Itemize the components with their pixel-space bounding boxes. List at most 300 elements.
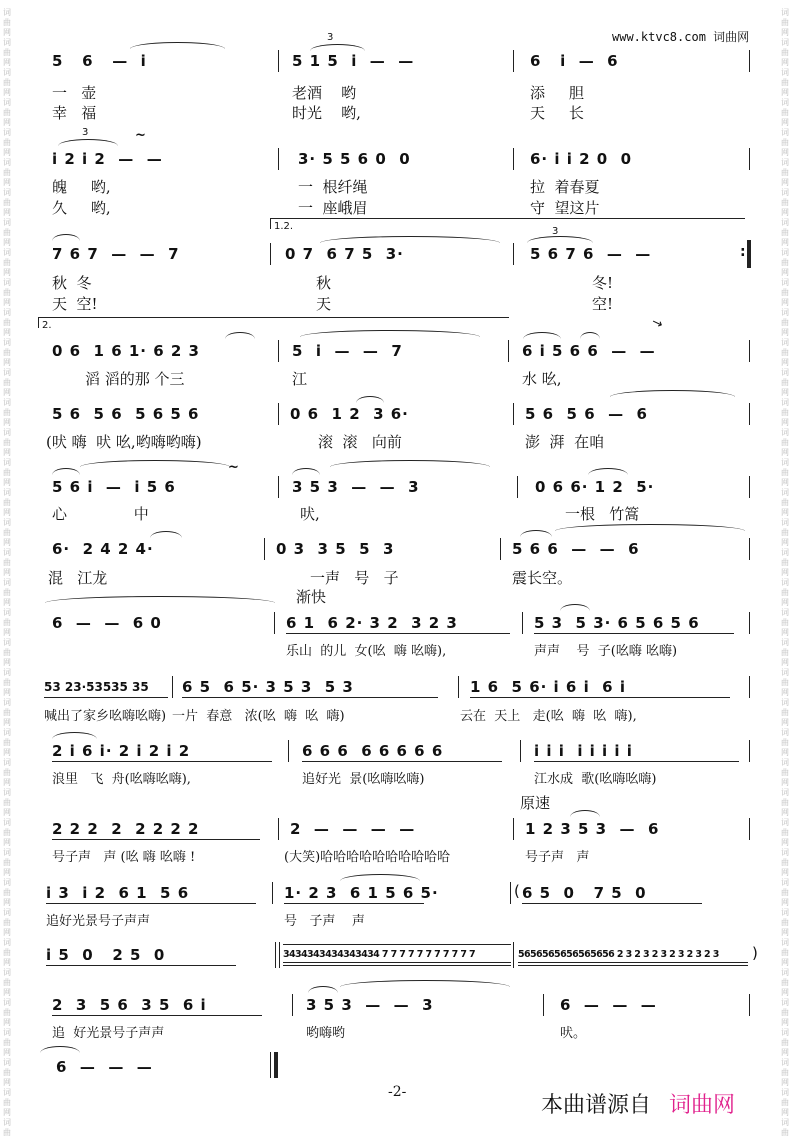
source-credit <box>541 1088 735 1119</box>
watermark-glyph: 网 <box>3 958 11 967</box>
notes-m1: 5 6 5 6 5 6 5 6 <box>52 405 200 423</box>
lyrics-verse1-m2: 秋 <box>316 274 332 292</box>
watermark-glyph: 词 <box>3 878 11 887</box>
watermark-glyph: 曲 <box>781 438 789 447</box>
notes-m2: 0 7 6 7 5 3· <box>285 245 404 263</box>
watermark-glyph: 曲 <box>3 978 11 987</box>
bar-line <box>272 882 273 904</box>
watermark-glyph: 曲 <box>781 288 789 297</box>
lyrics-verse2-m2: 时光 哟, <box>292 104 361 122</box>
bar-line <box>292 994 293 1016</box>
eighth-underline <box>283 962 511 963</box>
watermark-glyph: 网 <box>781 988 789 997</box>
watermark-glyph: 曲 <box>781 78 789 87</box>
watermark-glyph: 曲 <box>3 78 11 87</box>
watermark-glyph: 词 <box>3 98 11 107</box>
notes-m1: 53 23·53535 35 <box>44 680 149 694</box>
slur <box>520 530 552 537</box>
lyrics-verse1-m2: 一片 春意 浓(吆 嗨 吆 嗨) <box>172 709 345 724</box>
lyrics-verse1-m2: 江 <box>292 370 308 388</box>
watermark-glyph: 网 <box>781 688 789 697</box>
slur <box>80 460 230 467</box>
watermark-glyph: 曲 <box>3 408 11 417</box>
trill-mark: ~ <box>135 128 146 143</box>
watermark-glyph: 曲 <box>781 918 789 927</box>
watermark-glyph: 网 <box>781 838 789 847</box>
notes-m3: 1 6 5 6· i 6 i 6 i <box>470 678 626 696</box>
watermark-glyph: 曲 <box>781 1098 789 1107</box>
watermark-glyph: 网 <box>781 628 789 637</box>
bar-line <box>278 818 279 840</box>
watermark-glyph: 曲 <box>3 228 11 237</box>
watermark-glyph: 词 <box>781 398 789 407</box>
watermark-glyph: 词 <box>781 8 789 17</box>
slur <box>523 332 561 339</box>
watermark-glyph: 曲 <box>781 858 789 867</box>
watermark-glyph: 网 <box>781 118 789 127</box>
watermark-glyph: 词 <box>781 308 789 317</box>
watermark-glyph: 曲 <box>781 738 789 747</box>
watermark-glyph: 词 <box>3 488 11 497</box>
watermark-glyph: 词 <box>3 908 11 917</box>
watermark-glyph: 网 <box>3 358 11 367</box>
notes-m3: 5 3 5 3· 6 5 6 5 6 <box>534 614 700 632</box>
watermark-glyph: 曲 <box>781 768 789 777</box>
watermark-glyph: 曲 <box>781 948 789 957</box>
watermark-glyph: 网 <box>3 1108 11 1117</box>
bracket-mark: ) <box>752 944 758 962</box>
watermark-glyph: 曲 <box>3 138 11 147</box>
lyrics-verse1-m1: 滔 滔的那 个三 <box>85 370 185 388</box>
watermark-glyph: 词 <box>781 1088 789 1097</box>
watermark-glyph: 网 <box>3 478 11 487</box>
watermark-glyph: 网 <box>3 208 11 217</box>
watermark-glyph: 网 <box>3 838 11 847</box>
notes-m1: 7 6 7 — — 7 <box>52 245 180 263</box>
watermark-glyph: 曲 <box>781 978 789 987</box>
watermark-glyph: 词 <box>781 668 789 677</box>
lyrics-verse1-m2: 号 子声 声 <box>284 914 365 929</box>
watermark-glyph: 网 <box>3 178 11 187</box>
watermark-glyph: 词 <box>3 698 11 707</box>
bar-line <box>749 340 750 362</box>
notes-m2: 2 — — — — <box>290 820 416 838</box>
bar-line <box>749 818 750 840</box>
watermark-glyph: 网 <box>781 868 789 877</box>
lyrics-verse2-m2: 一 座峨眉 <box>298 199 368 217</box>
bar-line <box>513 942 514 968</box>
watermark-glyph: 网 <box>781 1018 789 1027</box>
eighth-underline <box>46 903 256 904</box>
notes-m2: 5 1 5 i — — <box>292 52 415 70</box>
slur <box>40 1046 80 1053</box>
watermark-glyph: 曲 <box>781 168 789 177</box>
watermark-glyph: 网 <box>3 808 11 817</box>
watermark-glyph: 曲 <box>3 858 11 867</box>
watermark-glyph: 词 <box>781 38 789 47</box>
watermark-glyph: 网 <box>781 898 789 907</box>
watermark-glyph: 词 <box>781 1028 789 1037</box>
slur <box>527 236 593 243</box>
eighth-underline <box>44 697 168 698</box>
watermark-glyph: 网 <box>3 718 11 727</box>
eighth-underline <box>46 965 236 966</box>
watermark-glyph: 词 <box>3 1088 11 1097</box>
watermark-glyph: 网 <box>3 388 11 397</box>
watermark-glyph: 曲 <box>3 558 11 567</box>
tempo-accelerando: 渐快 <box>296 588 327 606</box>
lyrics-verse1-m3: 添 胆 <box>530 84 584 102</box>
slur <box>560 604 590 611</box>
slur <box>570 810 600 817</box>
source-text: 本曲谱源自 <box>541 1093 652 1118</box>
watermark-glyph: 曲 <box>781 528 789 537</box>
watermark-glyph: 网 <box>781 538 789 547</box>
notes-m3: 5 6 7 6 — — <box>530 245 652 263</box>
volta-bracket-2 <box>38 317 509 328</box>
triplet-mark: 3 <box>552 226 559 237</box>
watermark-glyph: 曲 <box>3 918 11 927</box>
watermark-glyph: 网 <box>781 298 789 307</box>
watermark-glyph: 网 <box>781 958 789 967</box>
watermark-glyph: 网 <box>781 238 789 247</box>
watermark-glyph: 词 <box>3 788 11 797</box>
right-watermark-strip <box>778 0 792 1145</box>
slur <box>588 468 628 475</box>
lyrics-verse1-m2: 滚 滚 向前 <box>318 433 402 451</box>
lyrics-verse1-m1: 混 江龙 <box>48 569 108 587</box>
bar-line <box>275 942 276 968</box>
watermark-glyph: 曲 <box>3 588 11 597</box>
lyrics-verse2-m1: 幸 福 <box>52 104 97 122</box>
watermark-glyph: 网 <box>781 598 789 607</box>
watermark-glyph: 网 <box>3 928 11 937</box>
lyrics-verse1-m3: 震长空。 <box>512 569 573 587</box>
watermark-glyph: 网 <box>3 328 11 337</box>
bar-line <box>749 612 750 634</box>
watermark-glyph: 网 <box>781 388 789 397</box>
watermark-glyph: 词 <box>3 578 11 587</box>
source-brand-link[interactable]: 词曲网 <box>669 1093 736 1118</box>
watermark-glyph: 网 <box>3 1048 11 1057</box>
arrow-mark: ↘ <box>649 314 666 333</box>
watermark-glyph: 词 <box>3 398 11 407</box>
notes-m3: 6· i i 2 0 0 <box>530 150 633 168</box>
repeat-dots: : <box>740 244 746 260</box>
watermark-glyph: 网 <box>3 988 11 997</box>
watermark-glyph: 网 <box>781 88 789 97</box>
watermark-glyph: 曲 <box>781 678 789 687</box>
watermark-glyph: 曲 <box>781 318 789 327</box>
notes-m1: 6 — — 6 0 <box>52 614 162 632</box>
slur <box>52 234 80 241</box>
watermark-glyph: 词 <box>781 968 789 977</box>
watermark-glyph: 网 <box>781 718 789 727</box>
watermark-glyph: 网 <box>3 418 11 427</box>
notes-m3: 6 i 5 6 6 — — <box>522 342 656 360</box>
volta-label: 2. <box>42 320 52 331</box>
notes-m2: 1· 2 3 6 1 5 6 5· <box>284 884 439 902</box>
eighth-underline <box>52 761 272 762</box>
watermark-glyph: 曲 <box>3 168 11 177</box>
watermark-glyph: 曲 <box>781 1128 789 1137</box>
bar-line <box>513 243 514 265</box>
watermark-glyph: 曲 <box>781 198 789 207</box>
watermark-glyph: 词 <box>781 908 789 917</box>
watermark-glyph: 曲 <box>781 468 789 477</box>
watermark-glyph: 曲 <box>3 708 11 717</box>
watermark-glyph: 词 <box>3 308 11 317</box>
notes-m3: 6 5 0 7 5 0 <box>522 884 647 902</box>
watermark-glyph: 词 <box>3 8 11 17</box>
watermark-glyph: 曲 <box>3 348 11 357</box>
bar-line <box>749 538 750 560</box>
watermark-glyph: 曲 <box>3 828 11 837</box>
watermark-glyph: 词 <box>781 698 789 707</box>
watermark-glyph: 词 <box>781 608 789 617</box>
bar-line <box>513 403 514 425</box>
watermark-glyph: 曲 <box>3 48 11 57</box>
watermark-glyph: 曲 <box>3 648 11 657</box>
watermark-glyph: 网 <box>3 298 11 307</box>
watermark-glyph: 曲 <box>3 528 11 537</box>
watermark-glyph: 词 <box>781 248 789 257</box>
bar-line <box>513 148 514 170</box>
watermark-glyph: 曲 <box>3 498 11 507</box>
notes-m2: 3 5 3 — — 3 <box>292 478 420 496</box>
watermark-glyph: 词 <box>3 248 11 257</box>
bar-line <box>749 148 750 170</box>
bar-line <box>749 403 750 425</box>
watermark-glyph: 网 <box>781 1048 789 1057</box>
slur <box>320 236 500 243</box>
watermark-glyph: 曲 <box>781 228 789 237</box>
lyrics-verse1-m2: 哟嗨哟 <box>306 1026 346 1041</box>
watermark-glyph: 曲 <box>3 1038 11 1047</box>
watermark-glyph: 曲 <box>3 948 11 957</box>
notes-m1: 6 — — — <box>56 1058 153 1076</box>
watermark-glyph: 网 <box>781 28 789 37</box>
watermark-glyph: 词 <box>3 368 11 377</box>
eighth-underline <box>52 1015 262 1016</box>
lyrics-verse1-m3: 号子声 声 <box>525 850 590 865</box>
notes-m2: 3· 5 5 6 0 0 <box>298 150 411 168</box>
watermark-glyph: 曲 <box>781 498 789 507</box>
watermark-glyph: 词 <box>3 458 11 467</box>
watermark-glyph: 网 <box>3 898 11 907</box>
bar-line <box>749 476 750 498</box>
watermark-glyph: 网 <box>781 658 789 667</box>
watermark-glyph: 曲 <box>3 258 11 267</box>
watermark-glyph: 词 <box>781 428 789 437</box>
bracket-mark: ( <box>514 882 520 900</box>
slur <box>308 986 338 993</box>
watermark-glyph: 词 <box>781 368 789 377</box>
left-watermark-strip <box>0 0 14 1145</box>
watermark-glyph: 曲 <box>781 1008 789 1017</box>
watermark-glyph: 曲 <box>3 738 11 747</box>
lyrics-verse1-m3: 冬! <box>592 274 614 292</box>
watermark-glyph: 网 <box>781 568 789 577</box>
bar-line <box>278 148 279 170</box>
bar-line <box>510 882 511 904</box>
watermark-glyph: 曲 <box>781 258 789 267</box>
watermark-glyph: 曲 <box>3 438 11 447</box>
watermark-glyph: 曲 <box>781 708 789 717</box>
watermark-glyph: 词 <box>3 38 11 47</box>
watermark-glyph: 词 <box>781 638 789 647</box>
watermark-glyph: 曲 <box>3 798 11 807</box>
watermark-glyph: 网 <box>781 748 789 757</box>
watermark-glyph: 词 <box>781 218 789 227</box>
lyrics-verse2-m3: 空! <box>592 295 614 313</box>
lyrics-verse1-m1: 喊出了家乡吆嗨吆嗨) <box>44 709 167 724</box>
bar-line <box>172 676 173 698</box>
eighth-underline <box>182 697 438 698</box>
bar-line <box>749 994 750 1016</box>
watermark-glyph: 网 <box>781 58 789 67</box>
lyrics-verse1-m1: 一 壶 <box>52 84 97 102</box>
watermark-glyph: 词 <box>781 728 789 737</box>
slur <box>292 468 320 475</box>
watermark-glyph: 网 <box>3 628 11 637</box>
slur <box>340 980 510 987</box>
notes-m1: 2 i 6 i· 2 i 2 i 2 <box>52 742 191 760</box>
watermark-glyph: 网 <box>781 928 789 937</box>
slur <box>340 874 420 881</box>
watermark-glyph: 网 <box>3 268 11 277</box>
tempo-original: 原速 <box>520 794 551 812</box>
lyrics-verse2-m2: 天 <box>316 295 332 313</box>
lyrics-verse1-m2: 乐山 的儿 女(吆 嗨 吆嗨), <box>286 644 447 659</box>
volta-bracket-1-2 <box>270 218 745 229</box>
watermark-glyph: 曲 <box>781 18 789 27</box>
watermark-glyph: 词 <box>781 938 789 947</box>
lyrics-verse1-m3: 声声 号 子(吆嗨 吆嗨) <box>534 644 678 659</box>
watermark-glyph: 网 <box>3 658 11 667</box>
watermark-glyph: 曲 <box>781 618 789 627</box>
watermark-glyph: 曲 <box>781 558 789 567</box>
bar-line <box>278 50 279 72</box>
watermark-glyph: 词 <box>3 188 11 197</box>
notes-m3: 1 2 3 5 3 — 6 <box>525 820 660 838</box>
slur <box>330 460 490 467</box>
slur <box>130 42 225 49</box>
watermark-glyph: 词 <box>3 938 11 947</box>
lyrics-verse1-m2: (大笑)哈哈哈哈哈哈哈哈哈哈 <box>284 850 451 865</box>
bar-line <box>288 740 289 762</box>
watermark-glyph: 词 <box>781 158 789 167</box>
notes-m3: i i i i i i i i <box>534 742 633 760</box>
notes-m2: 6 6 6 6 6 6 6 6 <box>302 742 444 760</box>
lyrics-verse1-m3: 吠。 <box>560 1026 587 1041</box>
watermark-glyph: 曲 <box>781 48 789 57</box>
watermark-glyph: 词 <box>3 68 11 77</box>
watermark-glyph: 词 <box>3 758 11 767</box>
notes-m1: 6· 2 4 2 4· <box>52 540 154 558</box>
notes-m3: 6 — — — <box>560 996 657 1014</box>
eighth-underline <box>522 903 702 904</box>
bar-line <box>517 476 518 498</box>
watermark-glyph: 词 <box>781 548 789 557</box>
watermark-glyph: 网 <box>3 148 11 157</box>
slur <box>52 732 97 739</box>
slur <box>58 139 118 146</box>
watermark-glyph: 曲 <box>781 888 789 897</box>
watermark-glyph: 词 <box>3 848 11 857</box>
bar-line <box>749 50 750 72</box>
watermark-glyph: 网 <box>781 778 789 787</box>
watermark-glyph: 曲 <box>3 378 11 387</box>
watermark-glyph: 曲 <box>781 378 789 387</box>
watermark-glyph: 词 <box>3 668 11 677</box>
slur <box>610 390 735 397</box>
bar-line <box>513 50 514 72</box>
bar-line <box>278 340 279 362</box>
watermark-glyph: 词 <box>3 998 11 1007</box>
watermark-glyph: 网 <box>3 448 11 457</box>
watermark-glyph: 词 <box>3 278 11 287</box>
bar-line <box>264 538 265 560</box>
watermark-glyph: 网 <box>781 328 789 337</box>
bar-line <box>278 403 279 425</box>
watermark-glyph: 词 <box>3 548 11 557</box>
watermark-glyph: 网 <box>781 418 789 427</box>
notes-m3: 5 6 6 — — 6 <box>512 540 640 558</box>
lyrics-verse1-m2: 一 根纤绳 <box>298 178 368 196</box>
slur <box>356 396 384 403</box>
watermark-glyph: 网 <box>3 538 11 547</box>
watermark-glyph: 网 <box>3 28 11 37</box>
watermark-glyph: 网 <box>3 688 11 697</box>
site-url[interactable]: www.ktvc8.com 词曲网 <box>612 30 750 44</box>
notes-m3: 6 i — 6 <box>530 52 619 70</box>
watermark-glyph: 网 <box>781 1108 789 1117</box>
lyrics-verse1-m1: 魄 哟, <box>52 178 111 196</box>
watermark-glyph: 曲 <box>3 768 11 777</box>
volta-label: 1.2. <box>274 221 294 232</box>
watermark-glyph: 网 <box>3 748 11 757</box>
notes-m1: 5 6 i — i 5 6 <box>52 478 176 496</box>
watermark-glyph: 曲 <box>3 1068 11 1077</box>
watermark-glyph: 曲 <box>3 108 11 117</box>
notes-m3: 5656565656565656 2 3 2 3 2 3 2 3 2 3 2 3 <box>518 949 719 960</box>
watermark-glyph: 词 <box>781 458 789 467</box>
lyrics-verse1-m2: 追好光 景(吆嗨吆嗨) <box>302 772 425 787</box>
watermark-glyph: 词 <box>781 878 789 887</box>
eighth-underline <box>283 965 511 966</box>
bar-line <box>458 676 459 698</box>
eighth-underline <box>518 965 748 966</box>
repeat-end-bar <box>747 240 751 268</box>
watermark-glyph: 词 <box>3 1028 11 1037</box>
slur <box>52 468 80 475</box>
watermark-glyph: 词 <box>3 638 11 647</box>
watermark-glyph: 词 <box>781 188 789 197</box>
notes-m1: i 5 0 2 5 0 <box>46 946 166 964</box>
lyrics-verse1-m3: 水 吆, <box>522 370 562 388</box>
lyrics-verse1-m2: 老酒 哟 <box>292 84 357 102</box>
watermark-glyph: 词 <box>781 338 789 347</box>
watermark-glyph: 词 <box>3 158 11 167</box>
page-number: -2- <box>388 1084 407 1100</box>
bar-line <box>500 538 501 560</box>
watermark-glyph: 词 <box>3 1058 11 1067</box>
watermark-glyph: 词 <box>3 818 11 827</box>
watermark-glyph: 词 <box>781 278 789 287</box>
watermark-glyph: 网 <box>781 268 789 277</box>
watermark-glyph: 词 <box>3 428 11 437</box>
